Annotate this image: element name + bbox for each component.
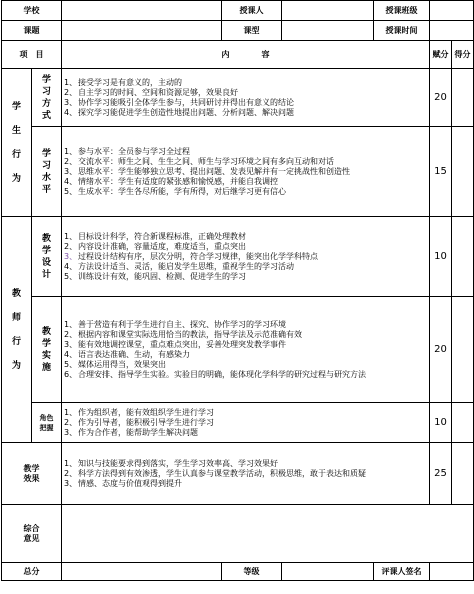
teacher-behavior-label: 教 师 行 为 [2,217,32,443]
learning-method-score[interactable] [452,69,474,127]
evaluation-table [1,0,474,581]
grade-label: 等级 [222,563,282,581]
comprehensive-opinion-label: 综合 意见 [2,505,62,563]
list-item: 2、 科学方法得到有效渗透，学生认真参与课堂教学活动，积极思维，敢于表达和质疑 [64,468,366,478]
list-item: 2、 根据内容和课堂实际选用恰当的教法，指导学法及示范准确有效 [64,329,302,339]
list-item: 1、 接受学习是有意义的，主动的 [64,77,182,87]
lesson-type-value[interactable] [282,21,374,41]
col-header-content: 内 容 [62,41,430,69]
list-item: 2、 自主学习的时间、空间和资源足够，效果良好 [64,87,238,97]
learning-level-points: 15 [430,127,452,217]
list-item: 1、 参与水平：全员参与学习全过程 [64,146,190,156]
learning-method-points: 20 [430,69,452,127]
list-item: 5、 训练设计有效，能巩固、检测、促进学生的学习 [64,271,246,281]
teaching-design-score[interactable] [452,217,474,297]
list-item: 2、 交流水平：师生之间、生生之间、师生与学习环境之间有多向互动和对话 [64,156,334,166]
class-label: 授课班级 [374,1,430,21]
list-item: 2、 作为引导者，能积极引导学生进行学习 [64,417,214,427]
topic-label: 课题 [2,21,62,41]
role-points: 10 [430,403,452,443]
list-item: 3、 能有效地调控课堂，重点难点突出，妥善处理突发教学事件 [64,339,286,349]
list-item: 3、 过程设计结构有序，层次分明，符合学习规律，能突出化学学科特点 [64,251,318,261]
list-item: 1、 目标设计科学，符合新课程标准，正确处理教材 [64,231,246,241]
school-label: 学校 [2,1,62,21]
list-item: 6、 合理安排、指导学生实验。实验目的明确，能体现化学科学的研究过程与研究方法 [64,369,366,379]
role-items [62,403,430,443]
lecturer-value[interactable] [282,1,374,21]
comprehensive-opinion-field[interactable] [62,505,474,563]
list-item: 1、 知识与技能要求得到落实，学生学习效率高、学习效果好 [64,458,278,468]
col-header-score: 得分 [452,41,474,69]
teaching-design-items [62,217,430,297]
teaching-design-points: 10 [430,217,452,297]
list-item: 3、 思维水平：学生能够独立思考、提出问题、发表见解并有一定挑战性和创造性 [64,166,350,176]
learning-method-items [62,69,430,127]
lecturer-label: 授课人 [222,1,282,21]
list-item: 2、 内容设计准确，容量适度，难度适当，重点突出 [64,241,246,251]
teaching-design-label: 教 学 设 计 [32,217,62,297]
teaching-implementation-score[interactable] [452,297,474,403]
evaluator-signature-label: 评课人签名 [374,563,430,581]
time-label: 授课时间 [374,21,430,41]
role-score[interactable] [452,403,474,443]
total-score-value[interactable] [62,563,222,581]
list-item: 1、 善于营造有利于学生进行自主、探究、协作学习的学习环境 [64,319,286,329]
teaching-effect-items [62,443,430,505]
total-score-label: 总分 [2,563,62,581]
lesson-type-label: 课型 [222,21,282,41]
learning-method-label: 学 习 方 式 [32,69,62,127]
list-item: 5、 生成水平：学生各尽所能，学有所得，对后继学习更有信心 [64,186,286,196]
teaching-effect-label: 教学 效果 [2,443,62,505]
evaluator-signature-value[interactable] [430,563,474,581]
teaching-implementation-items [62,297,430,403]
list-item: 1、 作为组织者，能有效组织学生进行学习 [64,407,214,417]
time-value[interactable] [430,21,474,41]
list-item: 3、 协作学习能吸引全体学生参与，共同研讨并得出有意义的结论 [64,97,294,107]
list-item: 3、 作为合作者，能帮助学生解决问题 [64,427,198,437]
teaching-implementation-points: 20 [430,297,452,403]
col-header-item: 项 目 [2,41,62,69]
list-item: 4、 情绪水平：学生有适度的紧张感和愉悦感，并能自我调控 [64,176,278,186]
list-item: 4、 语言表达准确、生动，有感染力 [64,349,190,359]
list-item: 4、 方法设计适当、灵活，能启发学生思维，重视学生的学习活动 [64,261,294,271]
list-item: 3、 情感、态度与价值观得到提升 [64,478,182,488]
role-label: 角色 把握 [32,403,62,443]
topic-value[interactable] [62,21,222,41]
col-header-points: 赋分 [430,41,452,69]
learning-level-items [62,127,430,217]
teaching-effect-score[interactable] [452,443,474,505]
grade-value[interactable] [282,563,374,581]
teaching-implementation-label: 教 学 实 施 [32,297,62,403]
school-value[interactable] [62,1,222,21]
teaching-effect-points: 25 [430,443,452,505]
list-item: 4、 探究学习能促进学生创造性地提出问题、分析问题、解决问题 [64,107,294,117]
learning-level-label: 学 习 水 平 [32,127,62,217]
list-item: 5、 媒体运用得当，效果突出 [64,359,166,369]
learning-level-score[interactable] [452,127,474,217]
student-behavior-label: 学 生 行 为 [2,69,32,217]
class-value[interactable] [430,1,474,21]
